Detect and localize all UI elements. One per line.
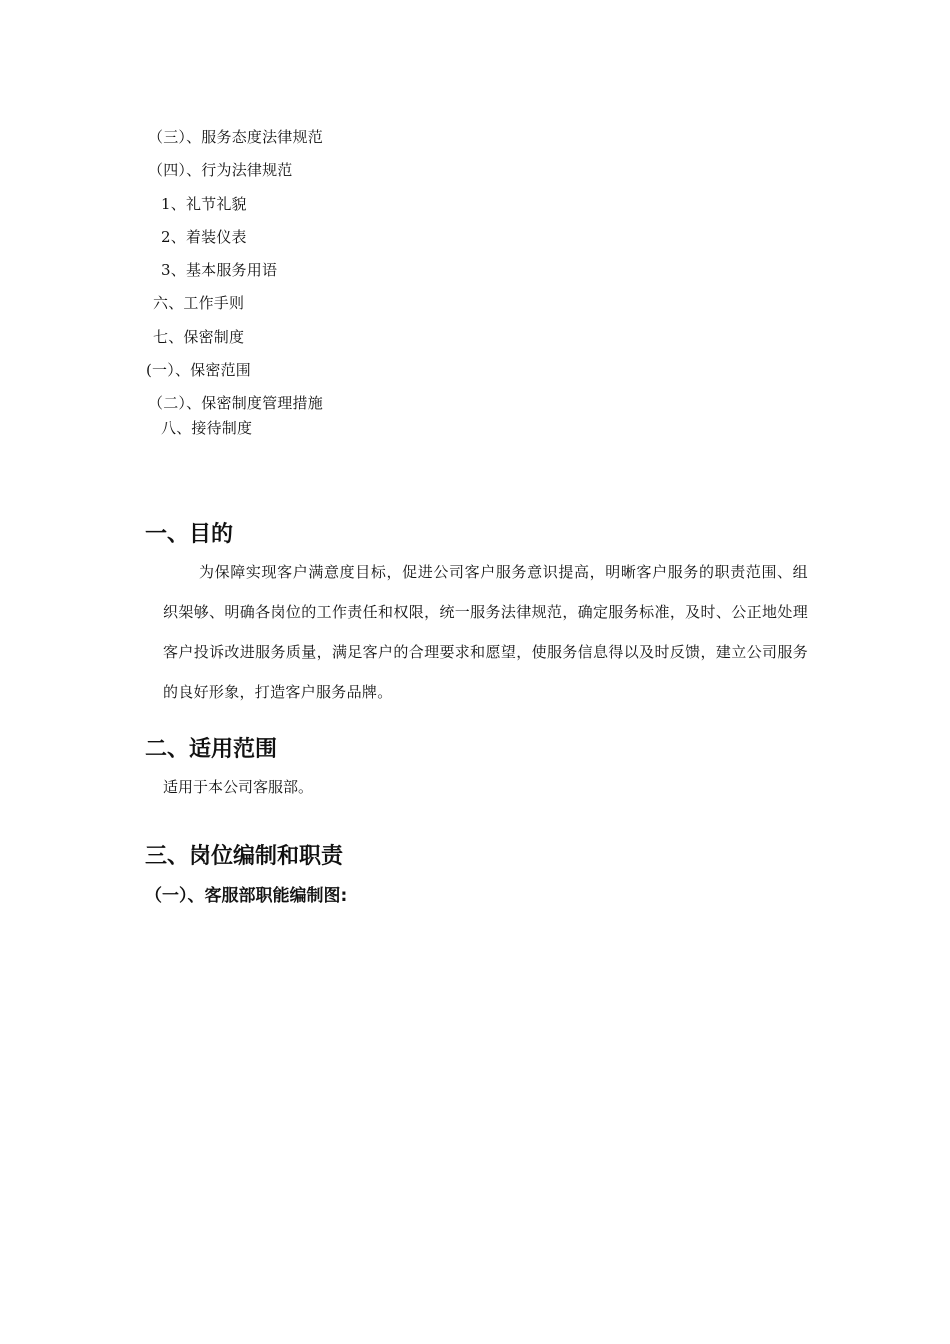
toc-item: （二）、保密制度管理措施	[148, 394, 323, 412]
toc-item: (一）、保密范围	[146, 361, 251, 379]
subsection-heading-org-chart: （一）、客服部职能编制图:	[145, 886, 348, 906]
toc-item: 2、着装仪表	[161, 228, 247, 246]
toc-item: 1、礼节礼貌	[161, 195, 247, 213]
section-heading-scope: 二、适用范围	[145, 737, 278, 762]
toc-item: 3、基本服务用语	[161, 261, 278, 279]
toc-item: （四）、行为法律规范	[148, 161, 293, 179]
section-heading-positions: 三、岗位编制和职责	[145, 844, 344, 869]
section-body-purpose: 为保障实现客户满意度目标，促进公司客户服务意识提高，明晰客户服务的职责范围、组织架够、明确各岗位的工作责任和权限，统一服务法律规范，确定服务标准，及时、公正地处理客户投诉改进服务质量，满足客户的合理要求和愿望，使服务信息得以及时反馈，建立公司服务的良好形象，打造客户服务品牌。	[163, 563, 808, 701]
toc-item: 七、保密制度	[153, 328, 245, 346]
section-heading-purpose: 一、目的	[145, 522, 234, 547]
toc-item: （三）、服务态度法律规范	[148, 128, 323, 146]
section-body-scope: 适用于本公司客服部。	[163, 778, 314, 796]
toc-item: 六、工作手则	[153, 294, 245, 312]
toc-item: 八、接待制度	[161, 419, 253, 437]
